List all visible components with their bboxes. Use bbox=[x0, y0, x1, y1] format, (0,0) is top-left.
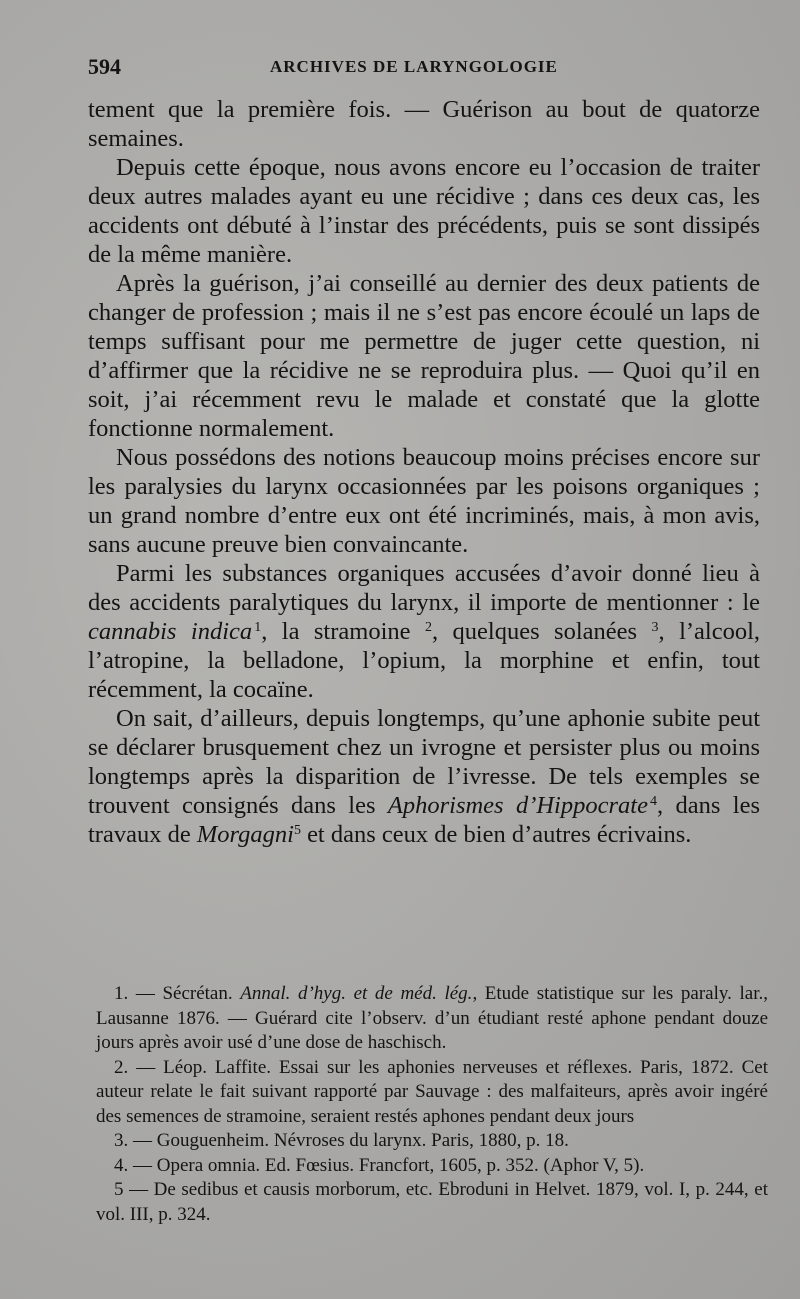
paragraph-2: Depuis cette époque, nous avons encore eu l’occasion de traiter deux autres malades ayant eu une récidive ; dans ces deux cas, les accidents ont débuté à l’instar des précédents, puis se sont dissipés de la même manière. bbox=[88, 154, 760, 268]
paragraph-5-text-c: , quelques solanées bbox=[431, 618, 652, 645]
footnote-ref-2: 2 bbox=[424, 620, 432, 635]
paragraph-6-text-b: , dans les travaux de bbox=[88, 792, 760, 848]
footnote-ref-5: 5 bbox=[293, 823, 301, 838]
running-title: ARCHIVES DE LARYNGOLOGIE bbox=[270, 57, 558, 76]
paragraph-6-text-a: On sait, d’ailleurs, depuis longtemps, qu’une aphonie subite peut se déclarer brusquement chez un ivrogne et persister plus ou moins longtemps après la disparition de l’ivresse. De tels exemples se trouvent consignés dans les bbox=[88, 705, 760, 819]
paragraph-3: Après la guérison, j’ai conseillé au dernier des deux patients de changer de profession ; mais il ne s’est pas encore écoulé un laps de temps suffisant pour me permettre de juger cette question, ni d’affirmer que la récidive ne se reproduira plus. — Quoi qu’il en soit, j’ai récemment revu le malade et constaté que la glotte fonctionne normalement. bbox=[88, 270, 760, 442]
footnotes bbox=[96, 982, 768, 1227]
footnote-ref-1: 1 bbox=[254, 620, 262, 635]
paragraph-4: Nous possédons des notions beaucoup moins précises encore sur les paralysies du larynx occasionnées par les poisons organiques ; un grand nombre d’entre eux ont été incriminés, mais, à mon avis, sans aucune preuve bien convaincante. bbox=[88, 444, 760, 558]
paragraph-6 bbox=[88, 704, 760, 849]
footnote-1-text-a: 1. — Sécrétan. bbox=[114, 983, 241, 1004]
footnote-5: 5 — De sedibus et causis morborum, etc. Ebroduni in Helvet. 1879, vol. I, p. 244, et vol. III, p. 324. bbox=[96, 1179, 768, 1225]
footnote-ref-3: 3 bbox=[651, 620, 659, 635]
main-text bbox=[88, 95, 760, 849]
footnote-1-journal: Annal. d’hyg. et de méd. lég. bbox=[240, 983, 473, 1004]
paragraph-5 bbox=[88, 559, 760, 704]
page-header bbox=[88, 54, 768, 84]
paragraph-1: tement que la première fois. — Guérison au bout de quatorze semaines. bbox=[88, 96, 760, 152]
footnote-4: 4. — Opera omnia. Ed. Fœsius. Francfort, 1605, p. 352. (Aphor V, 5). bbox=[114, 1154, 645, 1176]
footnote-1-text-b: , Etude statistique sur les paraly. lar., Lausanne 1876. — Guérard cite l’observ. d’un étudiant resté aphone pendant douze jours après avoir usé d’une dose de haschisch. bbox=[96, 983, 769, 1053]
title-aphorismes: Aphorismes d’Hippocrate bbox=[387, 792, 648, 819]
footnote-3: 3. — Gouguenheim. Névroses du larynx. Paris, 1880, p. 18. bbox=[114, 1130, 569, 1151]
paragraph-5-text-b: , la stramoine bbox=[261, 618, 425, 645]
name-morgagni: Morgagni bbox=[196, 821, 294, 848]
footnote-1 bbox=[96, 982, 768, 1056]
footnote-2: 2. — Léop. Laffite. Essai sur les aphonies nerveuses et réflexes. Paris, 1872. Cet auteur relate le fait suivant rapporté par Sauvage : des malfaiteurs, après avoir ingéré des semences de stramoine, seraient restés aphones pendant deux jours bbox=[96, 1056, 768, 1127]
paragraph-6-text-c: et dans ceux de bien d’autres écrivains. bbox=[300, 821, 692, 848]
page-number: 594 bbox=[88, 54, 121, 79]
paragraph-5-text-a: Parmi les substances organiques accusées d’avoir donné lieu à des accidents paralytiques du larynx, il importe de mentionner : le bbox=[88, 560, 760, 616]
term-cannabis-indica: cannabis indica bbox=[88, 618, 253, 645]
footnote-ref-4: 4 bbox=[650, 794, 657, 809]
paragraph-5-text-d: , l’alcool, l’atropine, la belladone, l’opium, la morphine et enfin, tout récemment, la cocaïne. bbox=[88, 618, 761, 703]
